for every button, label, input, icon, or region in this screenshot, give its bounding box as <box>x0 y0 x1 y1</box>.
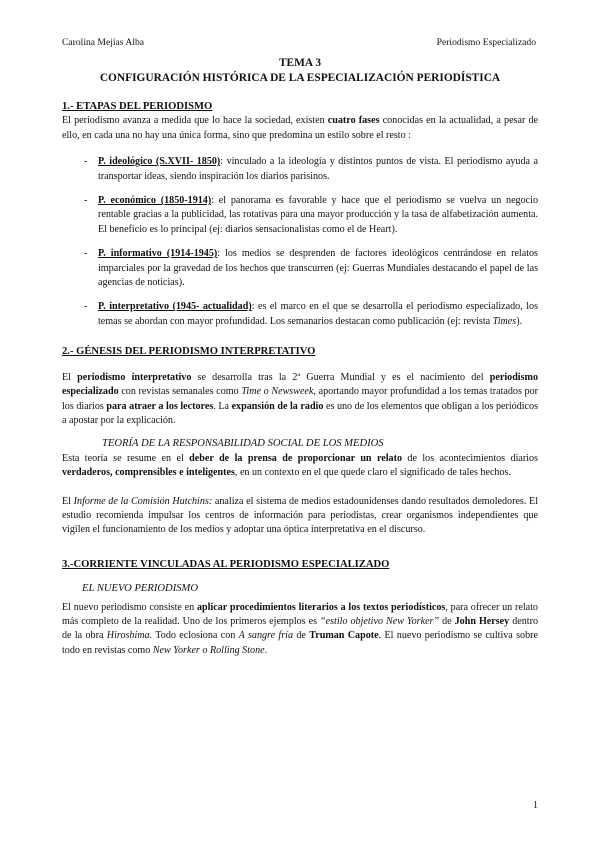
section-2-title: 2.- GÉNESIS DEL PERIODISMO INTERPRETATIVO <box>62 346 316 358</box>
section-2-paragraph-3 <box>62 495 538 538</box>
section-3-subheading: EL NUEVO PERIODISMO <box>82 583 199 595</box>
phases-list <box>62 155 538 329</box>
text-run: dentro de la obra <box>62 615 538 642</box>
text-run-bold: Truman Capote <box>309 630 379 642</box>
text-run-bold: expansión de la radio <box>231 400 324 412</box>
text-run: , en un contexto en el que quede claro el significado de tales hechos. <box>234 467 511 479</box>
phase-label: P. interpretativo (1945- actualidad) <box>98 301 252 313</box>
text-run-bold: aplicar procedimientos literarios a los textos periodísticos <box>196 601 446 613</box>
section-2-paragraph-2 <box>62 452 538 481</box>
list-item <box>62 194 538 237</box>
text-run: de <box>439 615 455 627</box>
text-run-bold: John Hersey <box>454 615 510 627</box>
text-run: se desarrolla tras la 2ª Guerra Mundial y es el nacimiento del <box>191 371 490 383</box>
text-run-bold: para atraer a los lectores <box>106 400 214 412</box>
list-dash: - <box>84 301 88 313</box>
text-run-bold: periodismo especializado <box>62 371 538 398</box>
text-run-bold: periodismo interpretativo <box>77 371 192 383</box>
list-dash: - <box>84 156 88 168</box>
text-run-italic: Times <box>492 315 517 327</box>
text-run: conocidas en la actualidad, a pesar de ello, en cada una no hay una única forma, sino que predomina un estilo sobre el resto : <box>62 115 538 141</box>
list-item <box>62 155 538 184</box>
text-run: , para ofrecer un relato más completo de la realidad. Uno de los primeros ejemplos es <box>62 601 538 627</box>
text-run: El periodismo avanza a medida que lo hace la sociedad, existen <box>62 115 328 127</box>
text-run-italic: “estilo objetivo New Yorker” <box>320 615 440 627</box>
text-run-italic: Hiroshima. <box>106 630 153 642</box>
section-2-paragraph-1 <box>62 371 538 429</box>
text-run-italic: Informe de la Comisión Hutchins: <box>73 495 213 507</box>
text-run-italic: Time o Newsweek <box>241 386 314 398</box>
text-run-italic: New Yorker o Rolling Stone <box>152 644 265 656</box>
phase-text: ). <box>516 315 523 327</box>
page-number: 1 <box>533 800 538 811</box>
text-run: Esta teoría se resume en el <box>62 452 190 464</box>
list-item <box>62 247 538 290</box>
phase-label: P. económico (1850-1914) <box>98 195 212 207</box>
phase-text: : vinculado a la ideología y distintos puntos de vista. El periodismo ayuda a transportar ideas, siendo inspiración los diarios parisinos. <box>98 156 538 182</box>
phase-label: P. ideológico (S.XVII- 1850) <box>98 156 221 168</box>
text-run: Todo eclosiona con <box>152 630 239 642</box>
phase-label: P. informativo (1914-1945) <box>98 248 218 260</box>
section-2-subheading: TEORÍA DE LA RESPONSABILIDAD SOCIAL DE LOS MEDIOS <box>102 438 384 450</box>
header-course: Periodismo Especializado <box>436 37 536 48</box>
list-dash: - <box>84 195 88 207</box>
section-1-title: 1.- ETAPAS DEL PERIODISMO <box>62 101 213 112</box>
text-run: analiza el sistema de medios estadounidenses dando resultados demoledores. El estudio recomienda impulsar los centros de información para periodistas, crear organismos independientes que vigilen el funcionamiento de los medios y adoptar una óptica interpretativa en el discurso. <box>62 495 539 536</box>
text-run: es uno de los elementos que obligan a los periódicos a apostar por la explicación. <box>62 400 539 426</box>
text-run: de los acontecimientos diarios <box>402 452 538 464</box>
section-1-intro <box>62 114 538 143</box>
text-run: El <box>62 371 78 383</box>
title-block <box>62 56 538 86</box>
text-run-italic: A sangre fría <box>238 630 294 642</box>
phase-text: : el panorama es favorable y hace que el periodismo se vuelva un negocio rentable gracias a la publicidad, las rotativas para una mayor producción y la tasa de alfabetización aumenta. El beneficio es lo principal (ej: diarios sensacionalistas como el de Heart). <box>98 195 538 235</box>
list-dash: - <box>84 248 88 260</box>
section-3-title: 3.-CORRIENTE VINCULADAS AL PERIODISMO ESPECIALIZADO <box>62 558 390 570</box>
text-run-bold: cuatro fases <box>327 115 380 127</box>
text-run: . La <box>213 400 232 412</box>
text-run: . <box>264 644 268 656</box>
text-run: , aportando mayor profundidad a los temas tratados por los diarios <box>62 386 539 412</box>
phase-text: : los medios se desprenden de factores ideológicos centrándose en relatos imparciales por la gravedad de los hechos que transcurren (ej: Guerras Mundiales destacando el papel de las agencias de noticias). <box>98 248 538 289</box>
text-run-bold: deber de la prensa de proporcionar un relato <box>189 452 402 464</box>
header-author: Carolina Mejías Alba <box>62 37 145 48</box>
text-run: con revistas semanales como <box>118 386 242 398</box>
document-body <box>62 100 538 658</box>
section-3-paragraph-1 <box>62 601 538 659</box>
text-run: El <box>62 495 74 507</box>
text-run: . El nuevo periodismo se cultiva sobre todo en revistas como <box>62 630 538 656</box>
page-title: CONFIGURACIÓN HISTÓRICA DE LA ESPECIALIZACIÓN PERIODÍSTICA <box>99 72 501 84</box>
text-run: de <box>293 630 310 642</box>
list-item <box>62 300 538 329</box>
text-run-bold: verdaderos, comprensibles e inteligentes <box>62 467 235 479</box>
phase-text: : es el marco en el que se desarrolla el periodismo especializado, los temas se abordan con mayor profundidad. Los semanarios destacan como publicación (ej: revista <box>98 301 539 327</box>
tema-label: TEMA 3 <box>278 57 322 69</box>
text-run: El nuevo periodismo consiste en <box>62 601 197 613</box>
